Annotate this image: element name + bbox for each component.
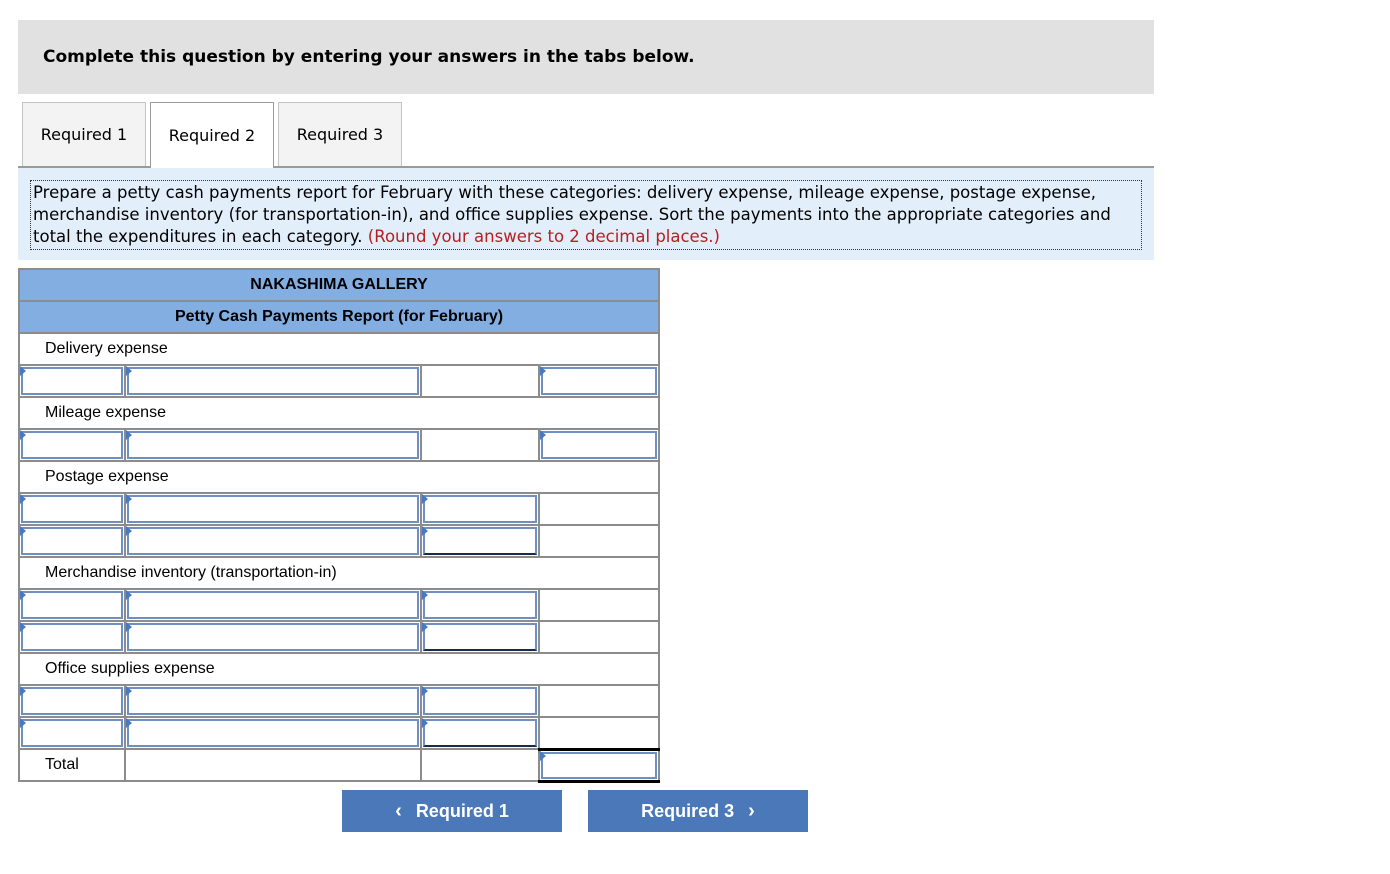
empty-cell (539, 589, 659, 621)
input-flag-icon (422, 590, 428, 600)
instructions-panel (18, 168, 1154, 260)
table-row (19, 493, 659, 525)
input-flag-icon (20, 622, 26, 632)
rounding-note: (Round your answers to 2 decimal places.) (367, 227, 720, 246)
category-merchandise: Merchandise inventory (transportation-in) (19, 557, 659, 589)
amount-input[interactable] (423, 591, 537, 619)
prev-required-button[interactable] (342, 790, 562, 832)
petty-cash-report-table (18, 268, 660, 783)
input-flag-icon (422, 622, 428, 632)
amount-input[interactable] (423, 623, 537, 651)
tab-required-3[interactable]: Required 3 (278, 102, 402, 166)
next-button-label: Required 3 (641, 800, 735, 821)
input-flag-icon (126, 494, 132, 504)
category-postage: Postage expense (19, 461, 659, 493)
date-input[interactable] (21, 367, 123, 395)
empty-cell (539, 621, 659, 653)
input-flag-icon (540, 430, 546, 440)
input-flag-icon (20, 686, 26, 696)
empty-cell (539, 525, 659, 557)
tab-required-2[interactable]: Required 2 (150, 102, 274, 168)
tab-bar (18, 102, 1154, 168)
empty-cell (539, 493, 659, 525)
payment-description-input[interactable] (127, 495, 419, 523)
empty-cell (539, 717, 659, 749)
amount-input[interactable] (423, 495, 537, 523)
category-total-input[interactable] (541, 367, 657, 395)
payment-description-input[interactable] (127, 431, 419, 459)
empty-cell (421, 749, 539, 781)
amount-input[interactable] (423, 719, 537, 747)
date-input[interactable] (21, 687, 123, 715)
input-flag-icon (422, 526, 428, 536)
input-flag-icon (126, 366, 132, 376)
table-row (19, 365, 659, 397)
input-flag-icon (126, 526, 132, 536)
category-total-input[interactable] (541, 431, 657, 459)
input-flag-icon (540, 751, 546, 761)
instructions-text (30, 180, 1142, 250)
amount-input[interactable] (423, 527, 537, 555)
payment-description-input[interactable] (127, 687, 419, 715)
input-flag-icon (20, 430, 26, 440)
payment-description-input[interactable] (127, 591, 419, 619)
table-row (19, 429, 659, 461)
table-row (19, 525, 659, 557)
table-row (19, 621, 659, 653)
input-flag-icon (20, 494, 26, 504)
input-flag-icon (20, 590, 26, 600)
payment-description-input[interactable] (127, 623, 419, 651)
input-flag-icon (422, 494, 428, 504)
date-input[interactable] (21, 527, 123, 555)
date-input[interactable] (21, 431, 123, 459)
prev-button-label: Required 1 (415, 800, 509, 821)
input-flag-icon (20, 718, 26, 728)
chevron-left-icon: ‹ (395, 799, 402, 822)
input-flag-icon (126, 430, 132, 440)
company-name: NAKASHIMA GALLERY (19, 269, 659, 301)
input-flag-icon (126, 590, 132, 600)
prompt-text: Prepare a petty cash payments report for February with these categories: delivery expense, mileage expense, postage expense, merchandise inventory (for transportation-in), and office supplies expense. Sort the payments into the appropriate categories and total the expenditures in each category. (33, 183, 1111, 246)
table-row (19, 589, 659, 621)
table-row (19, 685, 659, 717)
category-delivery: Delivery expense (19, 333, 659, 365)
table-row (19, 717, 659, 749)
input-flag-icon (126, 622, 132, 632)
empty-cell (421, 365, 539, 397)
date-input[interactable] (21, 719, 123, 747)
date-input[interactable] (21, 623, 123, 651)
date-input[interactable] (21, 591, 123, 619)
total-row (19, 749, 659, 781)
chevron-right-icon: › (748, 799, 755, 822)
date-input[interactable] (21, 495, 123, 523)
payment-description-input[interactable] (127, 719, 419, 747)
empty-cell (125, 749, 421, 781)
input-flag-icon (20, 526, 26, 536)
input-flag-icon (422, 686, 428, 696)
category-office: Office supplies expense (19, 653, 659, 685)
input-flag-icon (126, 718, 132, 728)
input-flag-icon (422, 718, 428, 728)
empty-cell (539, 685, 659, 717)
payment-description-input[interactable] (127, 367, 419, 395)
question-header (18, 20, 1154, 94)
input-flag-icon (540, 366, 546, 376)
input-flag-icon (126, 686, 132, 696)
empty-cell (421, 429, 539, 461)
report-title: Petty Cash Payments Report (for February) (19, 301, 659, 333)
total-label: Total (19, 749, 125, 781)
input-flag-icon (20, 366, 26, 376)
amount-input[interactable] (423, 687, 537, 715)
category-mileage: Mileage expense (19, 397, 659, 429)
header-instruction: Complete this question by entering your answers in the tabs below. (43, 47, 695, 67)
tab-required-1[interactable]: Required 1 (22, 102, 146, 166)
next-required-button[interactable] (588, 790, 808, 832)
grand-total-input[interactable] (541, 752, 657, 779)
payment-description-input[interactable] (127, 527, 419, 555)
